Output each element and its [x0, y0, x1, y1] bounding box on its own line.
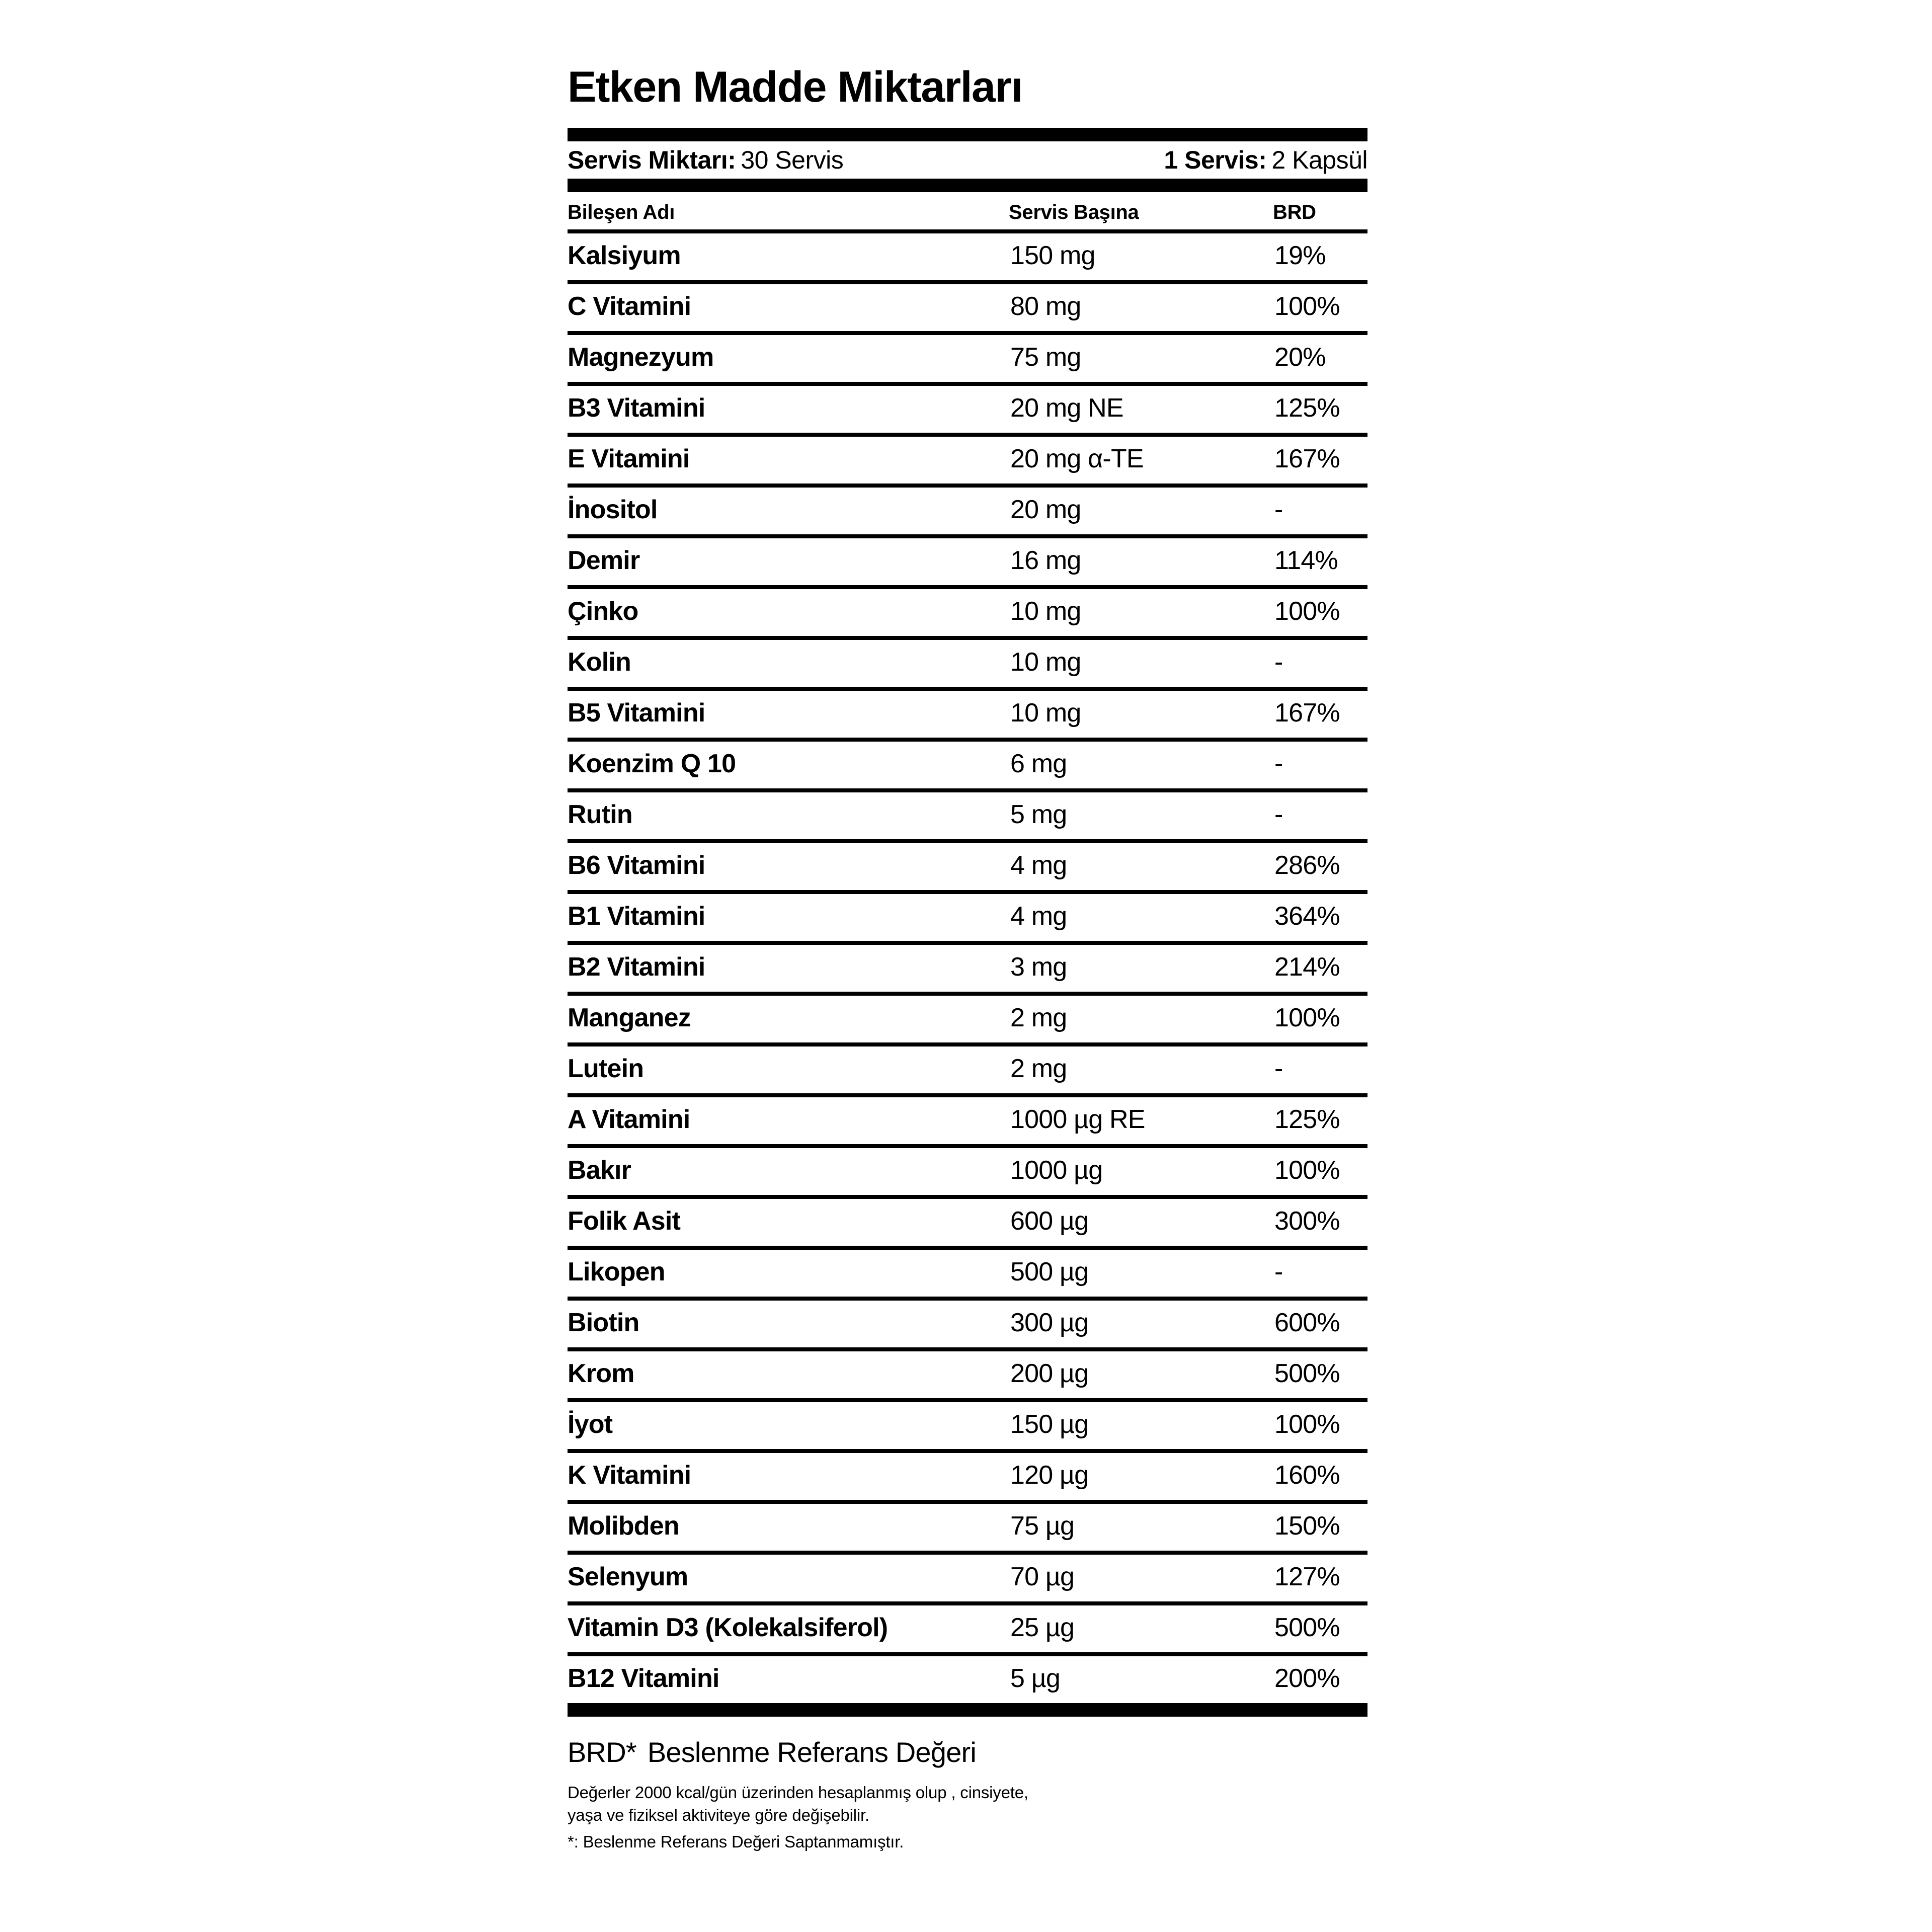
ingredient-name: Rutin: [568, 800, 632, 829]
ingredient-brd: 20%: [1274, 343, 1326, 372]
table-row: [568, 284, 1367, 331]
serving-info-row: [568, 141, 1367, 179]
rule-below-serving-thick: [568, 179, 1367, 192]
table-row: [568, 1199, 1367, 1246]
ingredient-brd: 114%: [1274, 546, 1338, 575]
ingredient-brd: 214%: [1274, 952, 1340, 982]
ingredient-name: K Vitamini: [568, 1461, 691, 1490]
row-divider: [568, 1144, 1367, 1148]
row-divider: [568, 687, 1367, 691]
ingredient-name: Lutein: [568, 1054, 644, 1083]
ingredient-amount: 300 µg: [1010, 1308, 1089, 1337]
ingredient-name: A Vitamini: [568, 1105, 690, 1134]
ingredient-name: Molibden: [568, 1511, 679, 1541]
ingredient-brd: 167%: [1274, 444, 1340, 473]
row-divider: [568, 331, 1367, 335]
ingredient-name: Likopen: [568, 1257, 665, 1286]
ingredient-name: B3 Vitamini: [568, 393, 705, 423]
row-divider: [568, 1601, 1367, 1605]
table-row: [568, 1351, 1367, 1398]
row-divider: [568, 1195, 1367, 1199]
footnote-line-3: *: Beslenme Referans Değeri Saptanmamıştır.: [568, 1832, 904, 1851]
ingredient-brd: 100%: [1274, 1003, 1340, 1032]
serving-size-value: 2 Kapsül: [1271, 146, 1367, 174]
row-divider: [568, 992, 1367, 996]
row-divider: [568, 229, 1367, 233]
ingredient-name: Biotin: [568, 1308, 639, 1337]
ingredient-brd: -: [1274, 1054, 1283, 1083]
row-divider: [568, 1652, 1367, 1656]
table-row: [568, 691, 1367, 738]
table-row: [568, 742, 1367, 788]
ingredient-brd: 150%: [1274, 1511, 1340, 1541]
ingredient-name: B5 Vitamini: [568, 698, 705, 728]
ingredient-brd: 364%: [1274, 902, 1340, 931]
ingredient-brd: -: [1274, 648, 1283, 677]
column-header-amount: Servis Başına: [1009, 201, 1139, 223]
footnote-line-1: Değerler 2000 kcal/gün üzerinden hesaplanmış olup , cinsiyete,: [568, 1783, 1028, 1802]
table-row: [568, 1097, 1367, 1144]
ingredient-amount: 10 mg: [1010, 698, 1081, 728]
ingredient-amount: 4 mg: [1010, 902, 1067, 931]
servings-per-container-value: 30 Servis: [741, 146, 844, 174]
footnote-line-2: yaşa ve fiziksel aktiviteye göre değişebilir.: [568, 1805, 869, 1824]
table-row: [568, 437, 1367, 484]
table-row: [568, 640, 1367, 687]
ingredient-amount: 2 mg: [1010, 1003, 1067, 1032]
ingredient-brd: 200%: [1274, 1664, 1340, 1693]
ingredient-brd: 100%: [1274, 292, 1340, 321]
rule-top-thick: [568, 128, 1367, 141]
ingredient-name: B2 Vitamini: [568, 952, 705, 982]
ingredient-amount: 25 µg: [1010, 1613, 1075, 1642]
serving-size: [1164, 145, 1367, 175]
ingredient-amount: 5 µg: [1010, 1664, 1061, 1693]
table-column-headers: [568, 192, 1367, 229]
ingredient-name: Demir: [568, 546, 640, 575]
ingredient-name: Magnezyum: [568, 343, 714, 372]
table-row: [568, 1605, 1367, 1652]
ingredient-name: Selenyum: [568, 1562, 688, 1591]
ingredient-amount: 6 mg: [1010, 749, 1067, 778]
row-divider: [568, 839, 1367, 843]
ingredient-name: B12 Vitamini: [568, 1664, 719, 1693]
ingredient-amount: 120 µg: [1010, 1461, 1089, 1490]
ingredient-amount: 20 mg NE: [1010, 393, 1123, 423]
ingredient-brd: -: [1274, 1257, 1283, 1286]
ingredient-brd: 19%: [1274, 241, 1326, 270]
table-row: [568, 1453, 1367, 1500]
row-divider: [568, 1042, 1367, 1046]
ingredient-amount: 4 mg: [1010, 851, 1067, 880]
ingredient-name: Kolin: [568, 648, 631, 677]
footnotes: [568, 1782, 1367, 1854]
ingredient-brd: 127%: [1274, 1562, 1340, 1591]
table-row: [568, 1046, 1367, 1093]
table-row: [568, 386, 1367, 433]
ingredient-name: E Vitamini: [568, 444, 690, 473]
ingredient-amount: 1000 µg RE: [1010, 1105, 1145, 1134]
ingredient-brd: 100%: [1274, 597, 1340, 626]
row-divider: [568, 1297, 1367, 1301]
row-divider: [568, 1500, 1367, 1504]
ingredient-brd: 300%: [1274, 1206, 1340, 1236]
table-row: [568, 589, 1367, 636]
ingredient-name: Vitamin D3 (Kolekalsiferol): [568, 1613, 888, 1642]
row-divider: [568, 1093, 1367, 1097]
table-row: [568, 1250, 1367, 1297]
ingredient-amount: 75 mg: [1010, 343, 1081, 372]
ingredient-name: C Vitamini: [568, 292, 691, 321]
servings-per-container-label: Servis Miktarı:: [568, 146, 736, 174]
table-row: [568, 1656, 1367, 1703]
ingredient-name: Krom: [568, 1359, 634, 1388]
table-row: [568, 335, 1367, 382]
ingredient-name: Manganez: [568, 1003, 691, 1032]
table-row: [568, 538, 1367, 585]
ingredient-brd: 125%: [1274, 1105, 1340, 1134]
ingredient-brd: 500%: [1274, 1613, 1340, 1642]
ingredient-name: Folik Asit: [568, 1206, 681, 1236]
table-row: [568, 894, 1367, 941]
table-row: [568, 945, 1367, 992]
table-row: [568, 1301, 1367, 1347]
ingredient-amount: 20 mg: [1010, 495, 1081, 524]
servings-per-container: [568, 145, 843, 175]
ingredient-name: B6 Vitamini: [568, 851, 705, 880]
table-row: [568, 1555, 1367, 1601]
column-header-name: Bileşen Adı: [568, 201, 675, 223]
ingredient-amount: 600 µg: [1010, 1206, 1089, 1236]
table-row: [568, 792, 1367, 839]
ingredient-brd: 167%: [1274, 698, 1340, 728]
table-row: [568, 843, 1367, 890]
brd-legend: [568, 1736, 1367, 1768]
supplement-facts-panel: [568, 65, 1367, 1854]
row-divider: [568, 484, 1367, 488]
row-divider: [568, 738, 1367, 742]
brd-legend-abbrev: BRD*: [568, 1736, 636, 1768]
table-row: [568, 1504, 1367, 1551]
ingredient-amount: 200 µg: [1010, 1359, 1089, 1388]
ingredient-brd: 100%: [1274, 1410, 1340, 1439]
ingredient-amount: 500 µg: [1010, 1257, 1089, 1286]
ingredient-amount: 10 mg: [1010, 648, 1081, 677]
rule-bottom-thick: [568, 1703, 1367, 1717]
table-row: [568, 488, 1367, 534]
ingredient-brd: 286%: [1274, 851, 1340, 880]
ingredient-brd: 100%: [1274, 1156, 1340, 1185]
ingredient-amount: 10 mg: [1010, 597, 1081, 626]
ingredient-amount: 80 mg: [1010, 292, 1081, 321]
ingredient-name: Bakır: [568, 1156, 631, 1185]
ingredient-brd: -: [1274, 749, 1283, 778]
ingredient-amount: 5 mg: [1010, 800, 1067, 829]
ingredient-name: İnositol: [568, 495, 658, 524]
ingredient-amount: 150 µg: [1010, 1410, 1089, 1439]
serving-size-label: 1 Servis:: [1164, 146, 1267, 174]
ingredient-name: B1 Vitamini: [568, 902, 705, 931]
ingredient-brd: 600%: [1274, 1308, 1340, 1337]
row-divider: [568, 1449, 1367, 1453]
row-divider: [568, 1246, 1367, 1250]
ingredient-amount: 16 mg: [1010, 546, 1081, 575]
ingredient-brd: 500%: [1274, 1359, 1340, 1388]
row-divider: [568, 1347, 1367, 1351]
ingredient-name: İyot: [568, 1410, 613, 1439]
row-divider: [568, 1398, 1367, 1402]
row-divider: [568, 280, 1367, 284]
ingredient-name: Çinko: [568, 597, 638, 626]
column-header-brd: BRD: [1273, 201, 1316, 223]
brd-legend-expansion: Beslenme Referans Değeri: [647, 1736, 976, 1768]
row-divider: [568, 890, 1367, 894]
table-row: [568, 1402, 1367, 1449]
ingredient-amount: 1000 µg: [1010, 1156, 1103, 1185]
row-divider: [568, 585, 1367, 589]
ingredient-brd: 125%: [1274, 393, 1340, 423]
ingredient-amount: 2 mg: [1010, 1054, 1067, 1083]
row-divider: [568, 636, 1367, 640]
row-divider: [568, 1551, 1367, 1555]
ingredient-brd: -: [1274, 800, 1283, 829]
row-divider: [568, 941, 1367, 945]
page-title: Etken Madde Miktarları: [568, 63, 1022, 111]
ingredient-amount: 3 mg: [1010, 952, 1067, 982]
ingredient-name: Koenzim Q 10: [568, 749, 736, 778]
table-row: [568, 996, 1367, 1042]
ingredient-table-body: [568, 229, 1367, 1717]
ingredient-brd: 160%: [1274, 1461, 1340, 1490]
ingredient-amount: 150 mg: [1010, 241, 1095, 270]
ingredient-amount: 75 µg: [1010, 1511, 1075, 1541]
table-row: [568, 1148, 1367, 1195]
row-divider: [568, 534, 1367, 538]
ingredient-amount: 70 µg: [1010, 1562, 1075, 1591]
row-divider: [568, 788, 1367, 792]
ingredient-name: Kalsiyum: [568, 241, 681, 270]
table-row: [568, 233, 1367, 280]
ingredient-brd: -: [1274, 495, 1283, 524]
row-divider: [568, 433, 1367, 437]
ingredient-amount: 20 mg α-TE: [1010, 444, 1144, 473]
row-divider: [568, 382, 1367, 386]
